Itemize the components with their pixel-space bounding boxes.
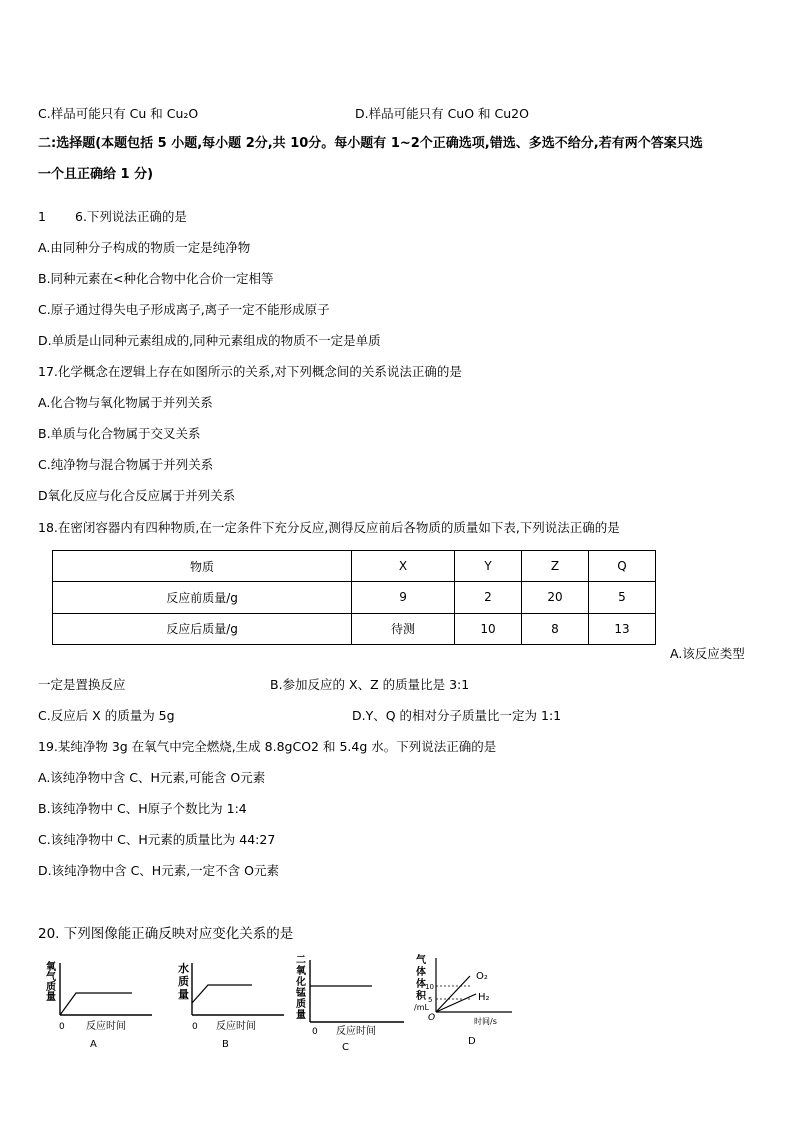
graph-d-svg xyxy=(412,952,527,1052)
q16-option-c: C.原子通过得失电子形成离子,离子一定不能形成原子 xyxy=(38,302,330,317)
graph-c-ylabel-char: 质 xyxy=(296,999,306,1010)
graph-b-xlabel: 反应时间 xyxy=(216,1021,256,1032)
q18-option-a-part2: 一定是置换反应 xyxy=(38,677,126,692)
graph-a-svg xyxy=(40,955,160,1050)
q17-option-b: B.单质与化合物属于交叉关系 xyxy=(38,426,201,441)
graph-b xyxy=(172,955,292,1050)
table-cell: 10 xyxy=(454,613,521,644)
q17-option-d: D氧化反应与化合反应属于并列关系 xyxy=(38,488,236,503)
graph-c-ylabel-char: 二 xyxy=(296,955,306,966)
graph-b-caption: B xyxy=(222,1039,229,1050)
q18-option-c: C.反应后 X 的质量为 5g xyxy=(38,708,175,723)
table-header-cell: 物质 xyxy=(53,551,352,582)
q16-stem: 6.下列说法正确的是 xyxy=(75,209,187,224)
q16-number: 1 xyxy=(38,209,46,224)
q17-stem: 17.化学概念在逻辑上存在如图所示的关系,对下列概念间的关系说法正确的是 xyxy=(38,364,462,379)
table-cell: 13 xyxy=(588,613,655,644)
graph-b-ylabel-char: 量 xyxy=(178,988,189,1001)
q15-option-d: D.样品可能只有 CuO 和 Cu2O xyxy=(355,106,529,121)
q20-stem: 20. 下列图像能正确反映对应变化关系的是 xyxy=(38,926,294,942)
graph-d-tick-10: 10 xyxy=(425,983,434,991)
q18-option-a-part1: A.该反应类型 xyxy=(670,646,745,661)
graph-d-label-h2: H₂ xyxy=(478,992,490,1003)
graph-a-origin: 0 xyxy=(59,1022,65,1032)
graph-d-xlabel: 时间/s xyxy=(474,1017,497,1026)
graph-d-tick-5: 5 xyxy=(428,996,433,1004)
graph-d-ylabel-char: 体 xyxy=(416,979,426,990)
q19-option-a: A.该纯净物中含 C、H元素,可能含 O元素 xyxy=(38,770,266,785)
graph-c-ylabel-char: 化 xyxy=(296,977,306,988)
section-heading-line1: 二:选择题(本题包括 5 小题,每小题 2分,共 10分。每小题有 1~2个正确选项,错选、多选不给分,若有两个答案只选 xyxy=(38,136,703,151)
graph-a xyxy=(40,955,160,1050)
graph-a-curve xyxy=(60,993,132,1015)
graph-d-ylabel-char: 积 xyxy=(416,991,426,1002)
q16-option-d: D.单质是山同种元素组成的,同种元素组成的物质不一定是单质 xyxy=(38,333,381,348)
graph-a-ylabel-char: 氧 xyxy=(46,962,56,973)
graph-c-ylabel-char: 锰 xyxy=(296,988,306,999)
q18-option-d: D.Y、Q 的相对分子质量比一定为 1:1 xyxy=(352,708,562,723)
graph-c-origin: 0 xyxy=(312,1027,318,1037)
q18-stem: 18.在密闭容器内有四种物质,在一定条件下充分反应,测得反应前后各物质的质量如下表,下列说法正确的是 xyxy=(38,520,620,535)
graph-d-ylabel-char: 体 xyxy=(416,967,426,978)
graph-c xyxy=(292,952,412,1052)
graph-c-svg xyxy=(292,952,412,1052)
q18-option-b: B.参加反应的 X、Z 的质量比是 3:1 xyxy=(270,677,470,692)
table-cell: 20 xyxy=(521,582,588,613)
table-cell: 待测 xyxy=(352,613,455,644)
graph-d-caption: D xyxy=(468,1036,476,1047)
graph-b-origin: 0 xyxy=(192,1022,198,1032)
q16-option-a: A.由同种分子构成的物质一定是纯净物 xyxy=(38,240,251,255)
q15-option-c: C.样品可能只有 Cu 和 Cu₂O xyxy=(38,106,199,121)
table-cell: 反应前质量/g xyxy=(53,582,352,613)
table-header-row xyxy=(53,551,656,582)
table-header-cell: Y xyxy=(454,551,521,582)
graph-a-ylabel-char: 质 xyxy=(46,982,56,993)
graph-d-origin: O xyxy=(428,1013,436,1023)
q19-stem: 19.某纯净物 3g 在氧气中完全燃烧,生成 8.8gCO2 和 5.4g 水。下列说法正确的是 xyxy=(38,739,497,754)
graph-a-xlabel: 反应时间 xyxy=(86,1021,126,1032)
graph-a-ylabel-char: 量 xyxy=(46,992,56,1003)
graph-d-ylabel-unit: /mL xyxy=(414,1003,429,1012)
table-cell: 反应后质量/g xyxy=(53,613,352,644)
q17-option-a: A.化合物与氧化物属于并列关系 xyxy=(38,395,213,410)
q17-option-c: C.纯净物与混合物属于并列关系 xyxy=(38,457,214,472)
table-header-cell: X xyxy=(352,551,455,582)
graph-b-ylabel-char: 质 xyxy=(178,975,189,988)
graph-d-line-o2 xyxy=(436,976,470,1012)
mass-table xyxy=(52,550,656,645)
graph-d xyxy=(412,952,527,1052)
graph-a-ylabel-char: 气 xyxy=(46,972,56,983)
q19-option-c: C.该纯净物中 C、H元素的质量比为 44:27 xyxy=(38,832,276,847)
table-cell: 8 xyxy=(521,613,588,644)
q19-option-d: D.该纯净物中含 C、H元素,一定不含 O元素 xyxy=(38,863,279,878)
graph-d-line-h2 xyxy=(436,994,476,1012)
section-heading-line2: 一个且正确给 1 分) xyxy=(38,167,154,182)
graph-d-label-o2: O₂ xyxy=(476,971,488,982)
graph-c-caption: C xyxy=(342,1042,349,1053)
graph-b-ylabel-char: 水 xyxy=(178,962,189,975)
graph-c-ylabel-char: 氧 xyxy=(296,966,306,977)
table-row xyxy=(53,582,656,613)
graph-a-caption: A xyxy=(90,1039,97,1050)
table-row xyxy=(53,613,656,644)
graph-d-ylabel-char: 气 xyxy=(416,955,426,966)
table-cell: 9 xyxy=(352,582,455,613)
graph-c-xlabel: 反应时间 xyxy=(336,1026,376,1037)
graph-b-curve xyxy=(192,985,252,1003)
table-cell: 5 xyxy=(588,582,655,613)
table-header-cell: Z xyxy=(521,551,588,582)
graph-b-svg xyxy=(172,955,292,1050)
q19-option-b: B.该纯净物中 C、H原子个数比为 1:4 xyxy=(38,801,247,816)
table-cell: 2 xyxy=(454,582,521,613)
table-header-cell: Q xyxy=(588,551,655,582)
q16-option-b: B.同种元素在<种化合物中化合价一定相等 xyxy=(38,271,274,286)
graph-c-ylabel-char: 量 xyxy=(296,1010,306,1021)
